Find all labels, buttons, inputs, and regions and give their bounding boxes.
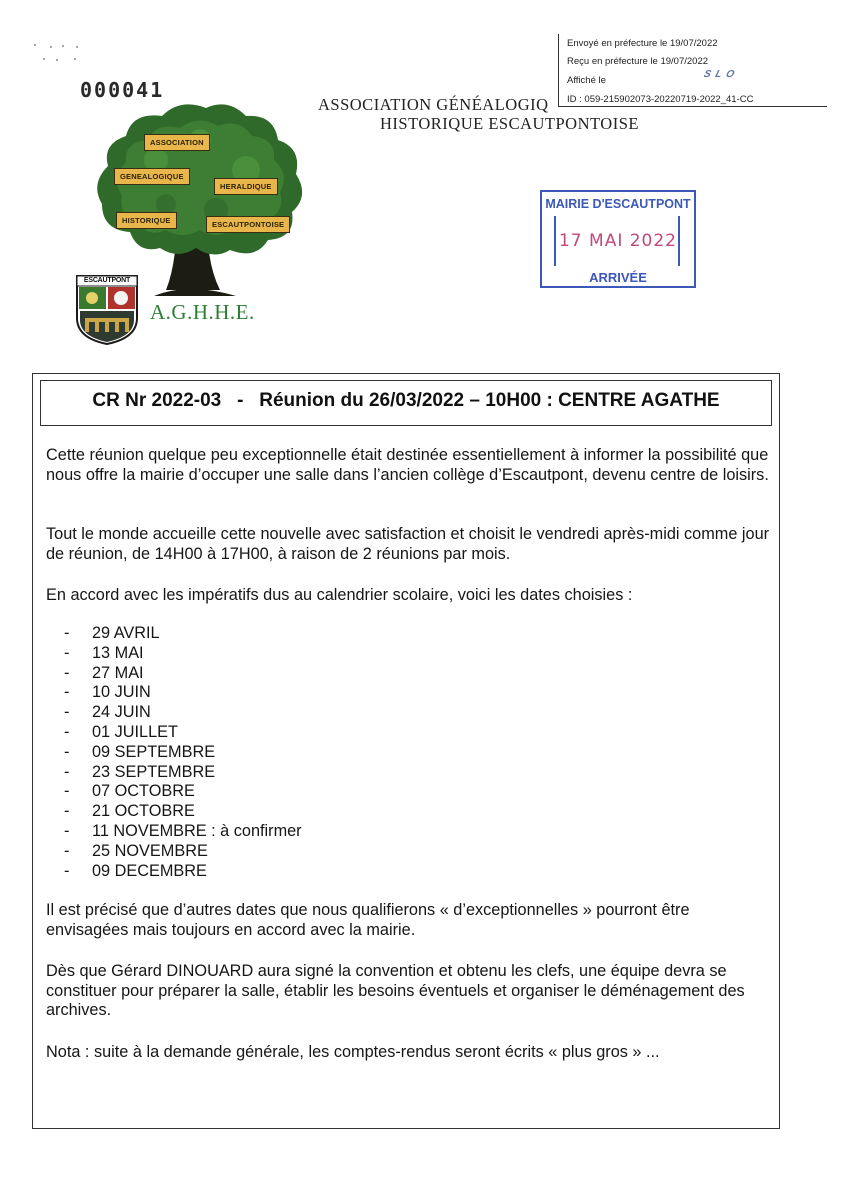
scan-speck — [76, 46, 78, 48]
list-item: - 27 MAI — [64, 664, 302, 684]
tree-logo — [96, 100, 308, 300]
list-item: - 24 JUIN — [64, 703, 302, 723]
tree-label-escautpontoise: ESCAUTPONTOISE — [206, 216, 290, 233]
prefecture-posted: Affiché le — [567, 75, 606, 86]
paragraph-dates-intro: En accord avec les impératifs dus au calendrier scolaire, voici les dates choisies : — [46, 586, 633, 604]
list-item: - 29 AVRIL — [64, 624, 302, 644]
paragraph-nota: Nota : suite à la demande générale, les comptes-rendus seront écrits « plus gros » ... — [46, 1043, 660, 1061]
document-number: 000041 — [80, 78, 165, 102]
prefecture-signature: S L O — [702, 69, 737, 80]
paragraph-exceptional-dates: Il est précisé que d’autres dates que nous qualifierons « d’exceptionnelles » pourront être envisagées mais toujours en accord avec la mairie. — [46, 901, 690, 939]
tree-label-heraldique: HERALDIQUE — [214, 178, 278, 195]
association-acronym: A.G.H.H.E. — [150, 300, 255, 324]
list-item: - 13 MAI — [64, 644, 302, 664]
scan-speck — [50, 46, 52, 48]
list-item: - 23 SEPTEMBRE — [64, 763, 302, 783]
list-item: - 10 JUIN — [64, 683, 302, 703]
scan-speck — [74, 58, 76, 60]
scan-speck — [43, 58, 45, 60]
list-item: - 11 NOVEMBRE : à confirmer — [64, 822, 302, 842]
list-item: - 09 DECEMBRE — [64, 862, 302, 882]
paragraph-convention: Dès que Gérard DINOUARD aura signé la convention et obtenu les clefs, une équipe devra se constituer pour préparer la salle, établir les besoins éventuels et organiser le déménagement des archives. — [46, 962, 745, 1019]
report-header: CR Nr 2022-03 - Réunion du 26/03/2022 – 10H00 : CENTRE AGATHE — [92, 390, 720, 411]
mairie-stamp-title: MAIRIE D'ESCAUTPONT — [545, 197, 691, 211]
association-title-line2: HISTORIQUE ESCAUTPONTOISE — [380, 114, 639, 133]
scan-speck — [56, 59, 58, 61]
prefecture-stamp — [558, 34, 827, 107]
paragraph-intro: Cette réunion quelque peu exceptionnelle était destinée essentiellement à informer la possibilité que nous offre la mairie d’occuper une salle dans l’ancien collège d’Escautpont, devenu centre de loisirs. — [46, 446, 769, 484]
scan-speck — [34, 44, 36, 46]
prefecture-sent: Envoyé en préfecture le 19/07/2022 — [567, 38, 718, 49]
date-list — [64, 624, 302, 881]
association-title-line1: ASSOCIATION GÉNÉALOGIQ — [318, 95, 549, 114]
crest-icon — [75, 274, 139, 346]
crest-label: ESCAUTPONT — [83, 277, 131, 284]
paragraph-meeting-day: Tout le monde accueille cette nouvelle avec satisfaction et choisit le vendredi après-midi comme jour de réunion, de 14H00 à 17H00, à raison de 2 réunions par mois. — [46, 525, 770, 563]
prefecture-underline — [558, 106, 826, 107]
list-item: - 07 OCTOBRE — [64, 782, 302, 802]
tree-icon — [96, 100, 308, 300]
mairie-stamp-arrivee: ARRIVÉE — [589, 270, 647, 285]
crest — [75, 274, 139, 346]
list-item: - 01 JUILLET — [64, 723, 302, 743]
tree-label-historique: HISTORIQUE — [116, 212, 177, 229]
tree-label-genealogique: GENEALOGIQUE — [114, 168, 190, 185]
tree-label-association: ASSOCIATION — [144, 134, 210, 151]
list-item: - 09 SEPTEMBRE — [64, 743, 302, 763]
prefecture-id: ID : 059-215902073-20220719-2022_41-CC — [567, 94, 754, 105]
scan-speck — [62, 45, 64, 47]
list-item: - 25 NOVEMBRE — [64, 842, 302, 862]
mairie-stamp-date: 17 MAI 2022 — [558, 231, 677, 251]
prefecture-received: Reçu en préfecture le 19/07/2022 — [567, 56, 709, 67]
list-item: - 21 OCTOBRE — [64, 802, 302, 822]
